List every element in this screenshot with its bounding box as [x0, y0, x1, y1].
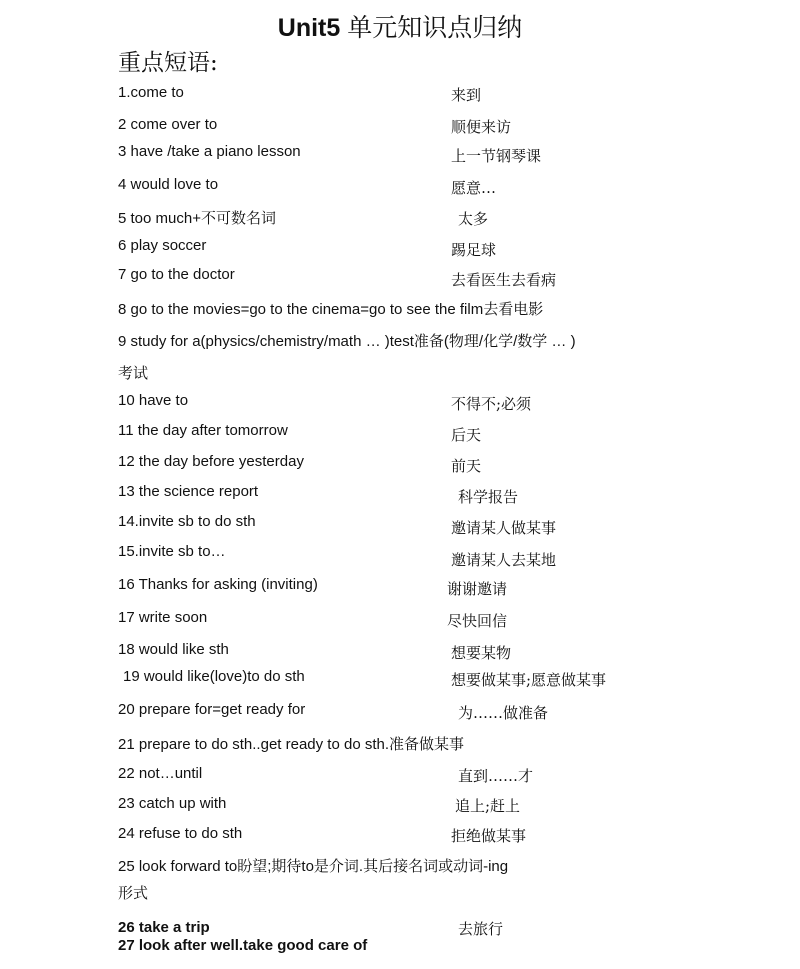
phrase-zh-14: 邀请某人做某事: [451, 519, 557, 537]
phrase-en-1: 1.come to: [118, 84, 184, 101]
phrase-en-6: 6 play soccer: [118, 237, 207, 254]
page-title-unit: Unit5: [277, 14, 341, 42]
phrase-en-27: 27 look after well.take good care of: [118, 937, 368, 954]
section-heading: 重点短语:: [118, 50, 218, 76]
phrase-en-13: 13 the science report: [118, 483, 259, 500]
phrase-zh-12: 前天: [451, 457, 482, 475]
phrase-zh-16: 谢谢邀请: [447, 580, 508, 598]
phrase-zh-19: 想要做某事;愿意做某事: [451, 671, 607, 689]
phrase-en-14: 14.invite sb to do sth: [118, 513, 256, 530]
phrase-en-16: 16 Thanks for asking (inviting): [118, 576, 318, 593]
phrase-zh-6: 踢足球: [451, 241, 497, 259]
phrase-en-4: 4 would love to: [118, 176, 219, 193]
phrase-en-25-cont: 形式: [118, 885, 149, 902]
phrase-zh-22: 直到……才: [458, 767, 534, 785]
phrase-en-11: 11 the day after tomorrow: [118, 422, 288, 439]
phrase-zh-20: 为……做准备: [458, 704, 549, 722]
phrase-en-24: 24 refuse to do sth: [118, 825, 243, 842]
phrase-en-26: 26 take a trip: [118, 919, 210, 936]
phrase-en-9-cont: 考试: [118, 365, 149, 382]
phrase-zh-1: 来到: [451, 86, 482, 104]
phrase-zh-11: 后天: [451, 426, 482, 444]
phrase-en-19: 19 would like(love)to do sth: [123, 668, 305, 685]
phrase-zh-13: 科学报告: [458, 488, 519, 506]
phrase-zh-5: 太多: [458, 210, 489, 228]
page-title-text: 单元知识点归纳: [347, 13, 523, 42]
phrase-zh-23: 追上;赶上: [455, 797, 521, 815]
phrase-zh-18: 想要某物: [451, 644, 512, 662]
phrase-en-3: 3 have /take a piano lesson: [118, 143, 301, 160]
phrase-zh-2: 顺便来访: [451, 118, 512, 136]
phrase-en-8: 8 go to the movies=go to the cinema=go to see the film去看电影: [118, 301, 544, 318]
phrase-en-9: 9 study for a(physics/chemistry/math … )test准备(物理/化学/数学 … ): [118, 333, 576, 350]
phrase-zh-24: 拒绝做某事: [451, 827, 527, 845]
phrase-en-18: 18 would like sth: [118, 641, 229, 658]
phrase-en-21: 21 prepare to do sth..get ready to do sth.准备做某事: [118, 736, 465, 753]
phrase-en-10: 10 have to: [118, 392, 189, 409]
phrase-zh-15: 邀请某人去某地: [451, 551, 557, 569]
phrase-en-12: 12 the day before yesterday: [118, 453, 304, 470]
phrase-en-25: 25 look forward to盼望;期待to是介词.其后接名词或动词-ing: [118, 858, 509, 875]
phrase-zh-4: 愿意…: [451, 179, 497, 197]
phrase-zh-17: 尽快回信: [447, 612, 508, 630]
phrase-en-2: 2 come over to: [118, 116, 218, 133]
phrase-en-23: 23 catch up with: [118, 795, 227, 812]
phrase-en-20: 20 prepare for=get ready for: [118, 701, 306, 718]
phrase-zh-7: 去看医生去看病: [451, 271, 557, 289]
phrase-en-7: 7 go to the doctor: [118, 266, 235, 283]
phrase-en-5: 5 too much+不可数名词: [118, 210, 276, 227]
phrase-zh-26: 去旅行: [458, 920, 504, 938]
page-title: [0, 8, 800, 44]
phrase-zh-3: 上一节钢琴课: [451, 147, 542, 165]
phrase-zh-10: 不得不;必须: [451, 395, 532, 413]
phrase-en-22: 22 not…until: [118, 765, 203, 782]
phrase-en-17: 17 write soon: [118, 609, 208, 626]
phrase-en-15: 15.invite sb to…: [118, 543, 226, 560]
